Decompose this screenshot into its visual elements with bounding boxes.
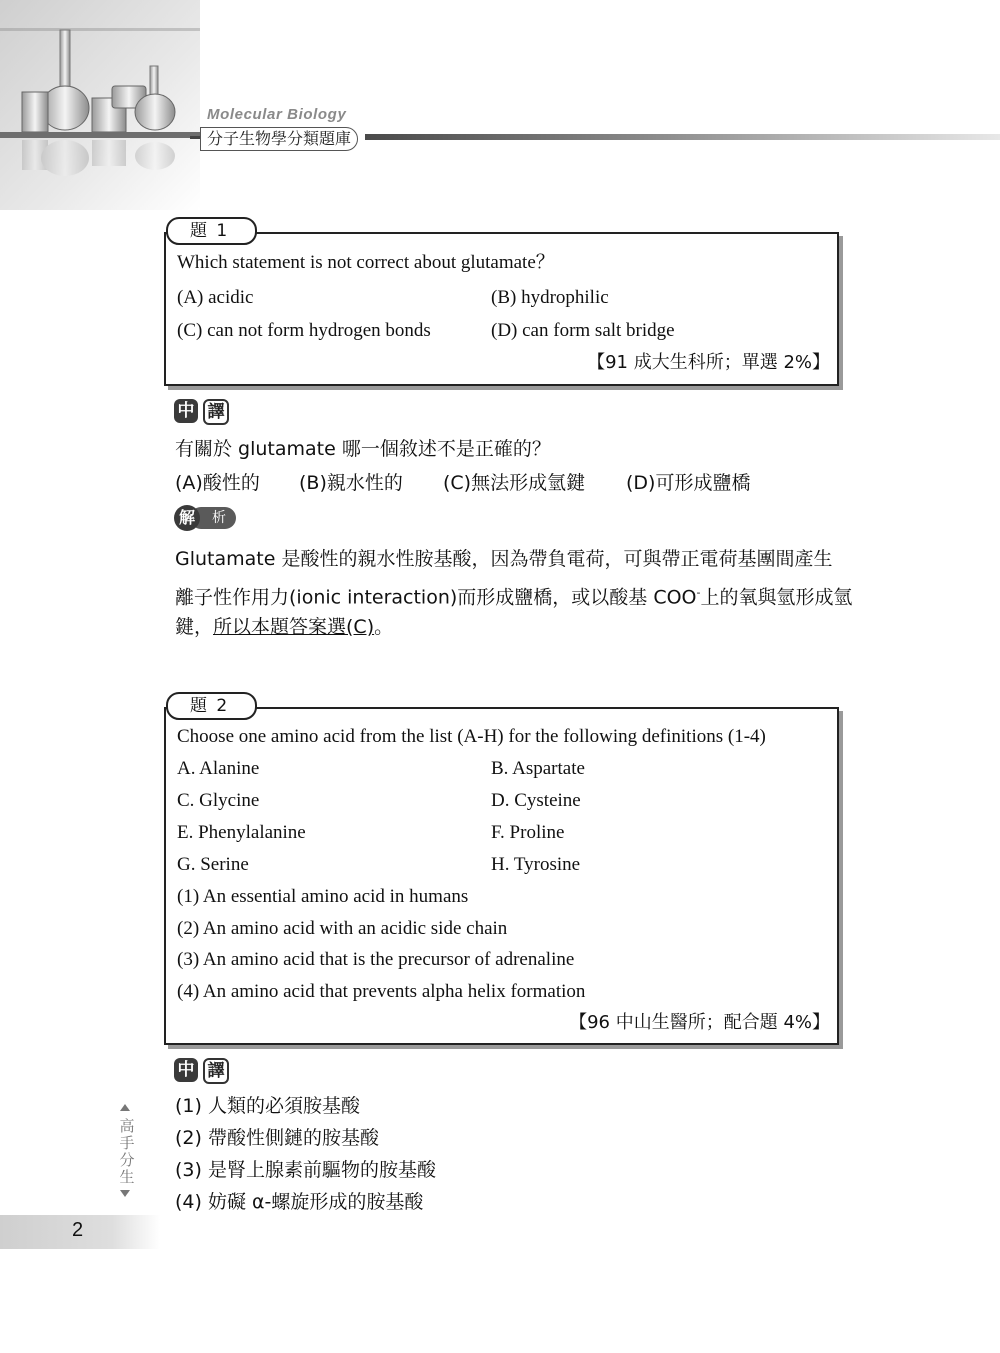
question-2-choice-h: H. Tyrosine <box>491 854 581 875</box>
analysis-line-2-part-b: 上的氧與氫形成氫 <box>700 586 853 609</box>
translation-2-badge-yi: 譯 <box>203 1058 229 1084</box>
page-number: 2 <box>72 1219 84 1241</box>
translation-2-item-1: (1) 人類的必須胺基酸 <box>175 1095 360 1117</box>
question-1-option-d: (D) can form salt bridge <box>491 320 675 341</box>
question-2-definition-4: (4) An amino acid that prevents alpha helix formation <box>177 981 586 1002</box>
analysis-badge-jie: 解 <box>174 505 200 531</box>
question-2-label: 題 2 <box>166 692 257 720</box>
question-1-source: 【91 成大生科所；單選 2%】 <box>587 352 830 373</box>
translation-1-text: 有關於 glutamate 哪一個敘述不是正確的？ <box>175 438 551 460</box>
analysis-line-3-part-a: 鍵， <box>175 616 214 638</box>
sidebar-down-arrow-icon <box>120 1190 130 1197</box>
analysis-line-3 <box>175 615 393 639</box>
question-2-choice-d: D. Cysteine <box>491 790 581 811</box>
translation-2-item-3: (3) 是腎上腺素前驅物的胺基酸 <box>175 1159 436 1181</box>
translation-1-option-a: (A)酸性的 <box>175 472 260 494</box>
question-1-prompt: Which statement is not correct about glutamate？ <box>177 252 555 273</box>
analysis-superscript: - <box>696 586 701 599</box>
translation-1-option-c: (C)無法形成氫鍵 <box>443 472 586 494</box>
question-2-definition-1: (1) An essential amino acid in humans <box>177 886 469 907</box>
analysis-line-2 <box>175 581 853 609</box>
analysis-answer: 所以本題答案選(C) <box>213 616 375 638</box>
lab-glassware-illustration <box>0 0 200 210</box>
question-2-choice-b: B. Aspartate <box>491 758 585 779</box>
analysis-badge-xi: 析 <box>190 507 236 529</box>
analysis-line-1: Glutamate 是酸性的親水性胺基酸，因為帶負電荷，可與帶正電荷基團間產生 <box>175 548 833 570</box>
question-2-choice-g: G. Serine <box>177 854 249 875</box>
question-2-source: 【96 中山生醫所；配合題 4%】 <box>569 1012 830 1033</box>
question-2-choice-c: C. Glycine <box>177 790 260 811</box>
question-1-option-b: (B) hydrophilic <box>491 287 609 308</box>
translation-2-item-2: (2) 帶酸性側鏈的胺基酸 <box>175 1127 379 1149</box>
analysis-line-2-part-a: 離子性作用力(ionic interaction)而形成鹽橋，或以酸基 COO <box>175 586 697 609</box>
question-2-choice-e: E. Phenylalanine <box>177 822 306 843</box>
translation-1-option-d: (D)可形成鹽橋 <box>626 472 751 494</box>
translation-1-option-b: (B)親水性的 <box>299 472 403 494</box>
analysis-line-3-part-b: 。 <box>374 616 394 638</box>
question-2-choice-a: A. Alanine <box>177 758 260 779</box>
sidebar-book-title: 高手分生 <box>119 1117 135 1186</box>
sidebar-up-arrow-icon <box>120 1104 130 1111</box>
translation-2-badge-zhong: 中 <box>174 1058 198 1082</box>
header-title-english: Molecular Biology <box>207 106 347 123</box>
question-1-label: 題 1 <box>166 217 257 245</box>
question-2-choice-f: F. Proline <box>491 822 565 843</box>
question-2-prompt: Choose one amino acid from the list (A-H) for the following definitions (1-4) <box>177 726 766 747</box>
header-rule <box>365 134 1000 140</box>
translation-badge-zhong: 中 <box>174 399 198 423</box>
translation-2-item-4: (4) 妨礙 α-螺旋形成的胺基酸 <box>175 1191 424 1213</box>
question-1-option-c: (C) can not form hydrogen bonds <box>177 320 431 341</box>
question-2-definition-3: (3) An amino acid that is the precursor of adrenaline <box>177 949 575 970</box>
header-title-chinese: 分子生物學分類題庫 <box>200 127 358 151</box>
header-dash <box>190 136 200 139</box>
translation-badge-yi: 譯 <box>203 399 229 425</box>
question-2-definition-2: (2) An amino acid with an acidic side chain <box>177 918 508 939</box>
question-1-option-a: (A) acidic <box>177 287 254 308</box>
